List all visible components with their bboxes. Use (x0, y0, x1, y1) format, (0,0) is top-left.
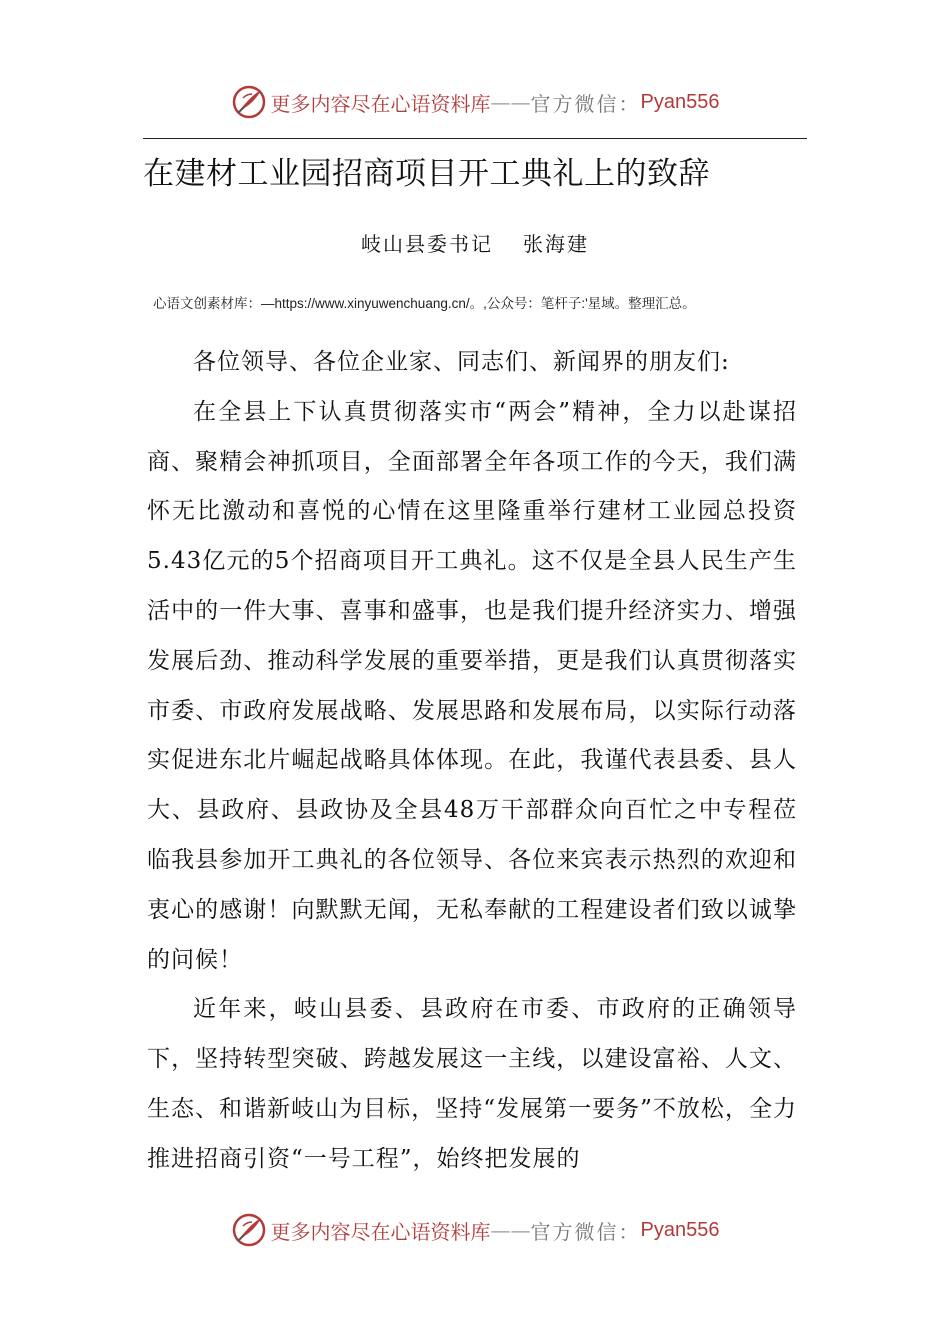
paragraph-1: 在全县上下认真贯彻落实市“两会”精神，全力以赴谋招商、聚精会神抓项目，全面部署全年各项工作的今天，我们满怀无比激动和喜悦的心情在这里隆重举行建材工业园总投资5.43亿元的5个招商项目开工典礼。这不仅是全县人民生产生活中的一件大事、喜事和盛事，也是我们提升经济实力、增强发展后劲、推动科学发展的重要举措，更是我们认真贯彻落实市委、市政府发展战略、发展思路和发展布局，以实际行动落实促进东北片崛起战略具体体现。在此，我谨代表县委、县人大、县政府、县政协及全县48万干部群众向百忙之中专程莅临我县参加开工典礼的各位领导、各位来宾表示热烈的欢迎和衷心的感谢！向默默无闻，无私奉献的工程建设者们致以诚挚的问候！ (147, 398, 797, 973)
banner-wechat-label: 官方微信： (530, 91, 641, 116)
banner-separator: —— (490, 1218, 531, 1242)
author-name: 张海建 (523, 232, 589, 256)
author-role: 岐山县委书记 (361, 232, 493, 256)
document-body (147, 338, 797, 1185)
banner-separator: —— (490, 90, 531, 114)
footer-banner (0, 1210, 950, 1250)
quill-logo-icon (231, 84, 267, 120)
quill-logo-icon (231, 1212, 267, 1248)
banner-wechat-id: Pyan556 (640, 90, 720, 113)
document-title: 在建材工业园招商项目开工典礼上的致辞 (143, 156, 710, 192)
source-note: 心语文创素材库：—https://www.xinyuwenchuang.cn/。,公众号：笔杆子:'星域。整理汇总。 (153, 296, 696, 311)
title-rule (143, 138, 807, 139)
banner-text: 更多内容尽在心语资料库 (270, 1219, 491, 1244)
banner-wechat-label: 官方微信： (530, 1219, 641, 1244)
banner-text: 更多内容尽在心语资料库 (270, 91, 491, 116)
banner-wechat-id: Pyan556 (640, 1218, 720, 1241)
paragraph-salutation: 各位领导、各位企业家、同志们、新闻界的朋友们: (193, 349, 730, 375)
paragraph-2: 近年来，岐山县委、县政府在市委、市政府的正确领导下，坚持转型突破、跨越发展这一主线，以建设富裕、人文、生态、和谐新岐山为目标，坚持“发展第一要务”不放松，全力推进招商引资“一号工程”，始终把发展的 (147, 996, 797, 1172)
header-banner (0, 82, 950, 122)
author-line (0, 228, 950, 257)
